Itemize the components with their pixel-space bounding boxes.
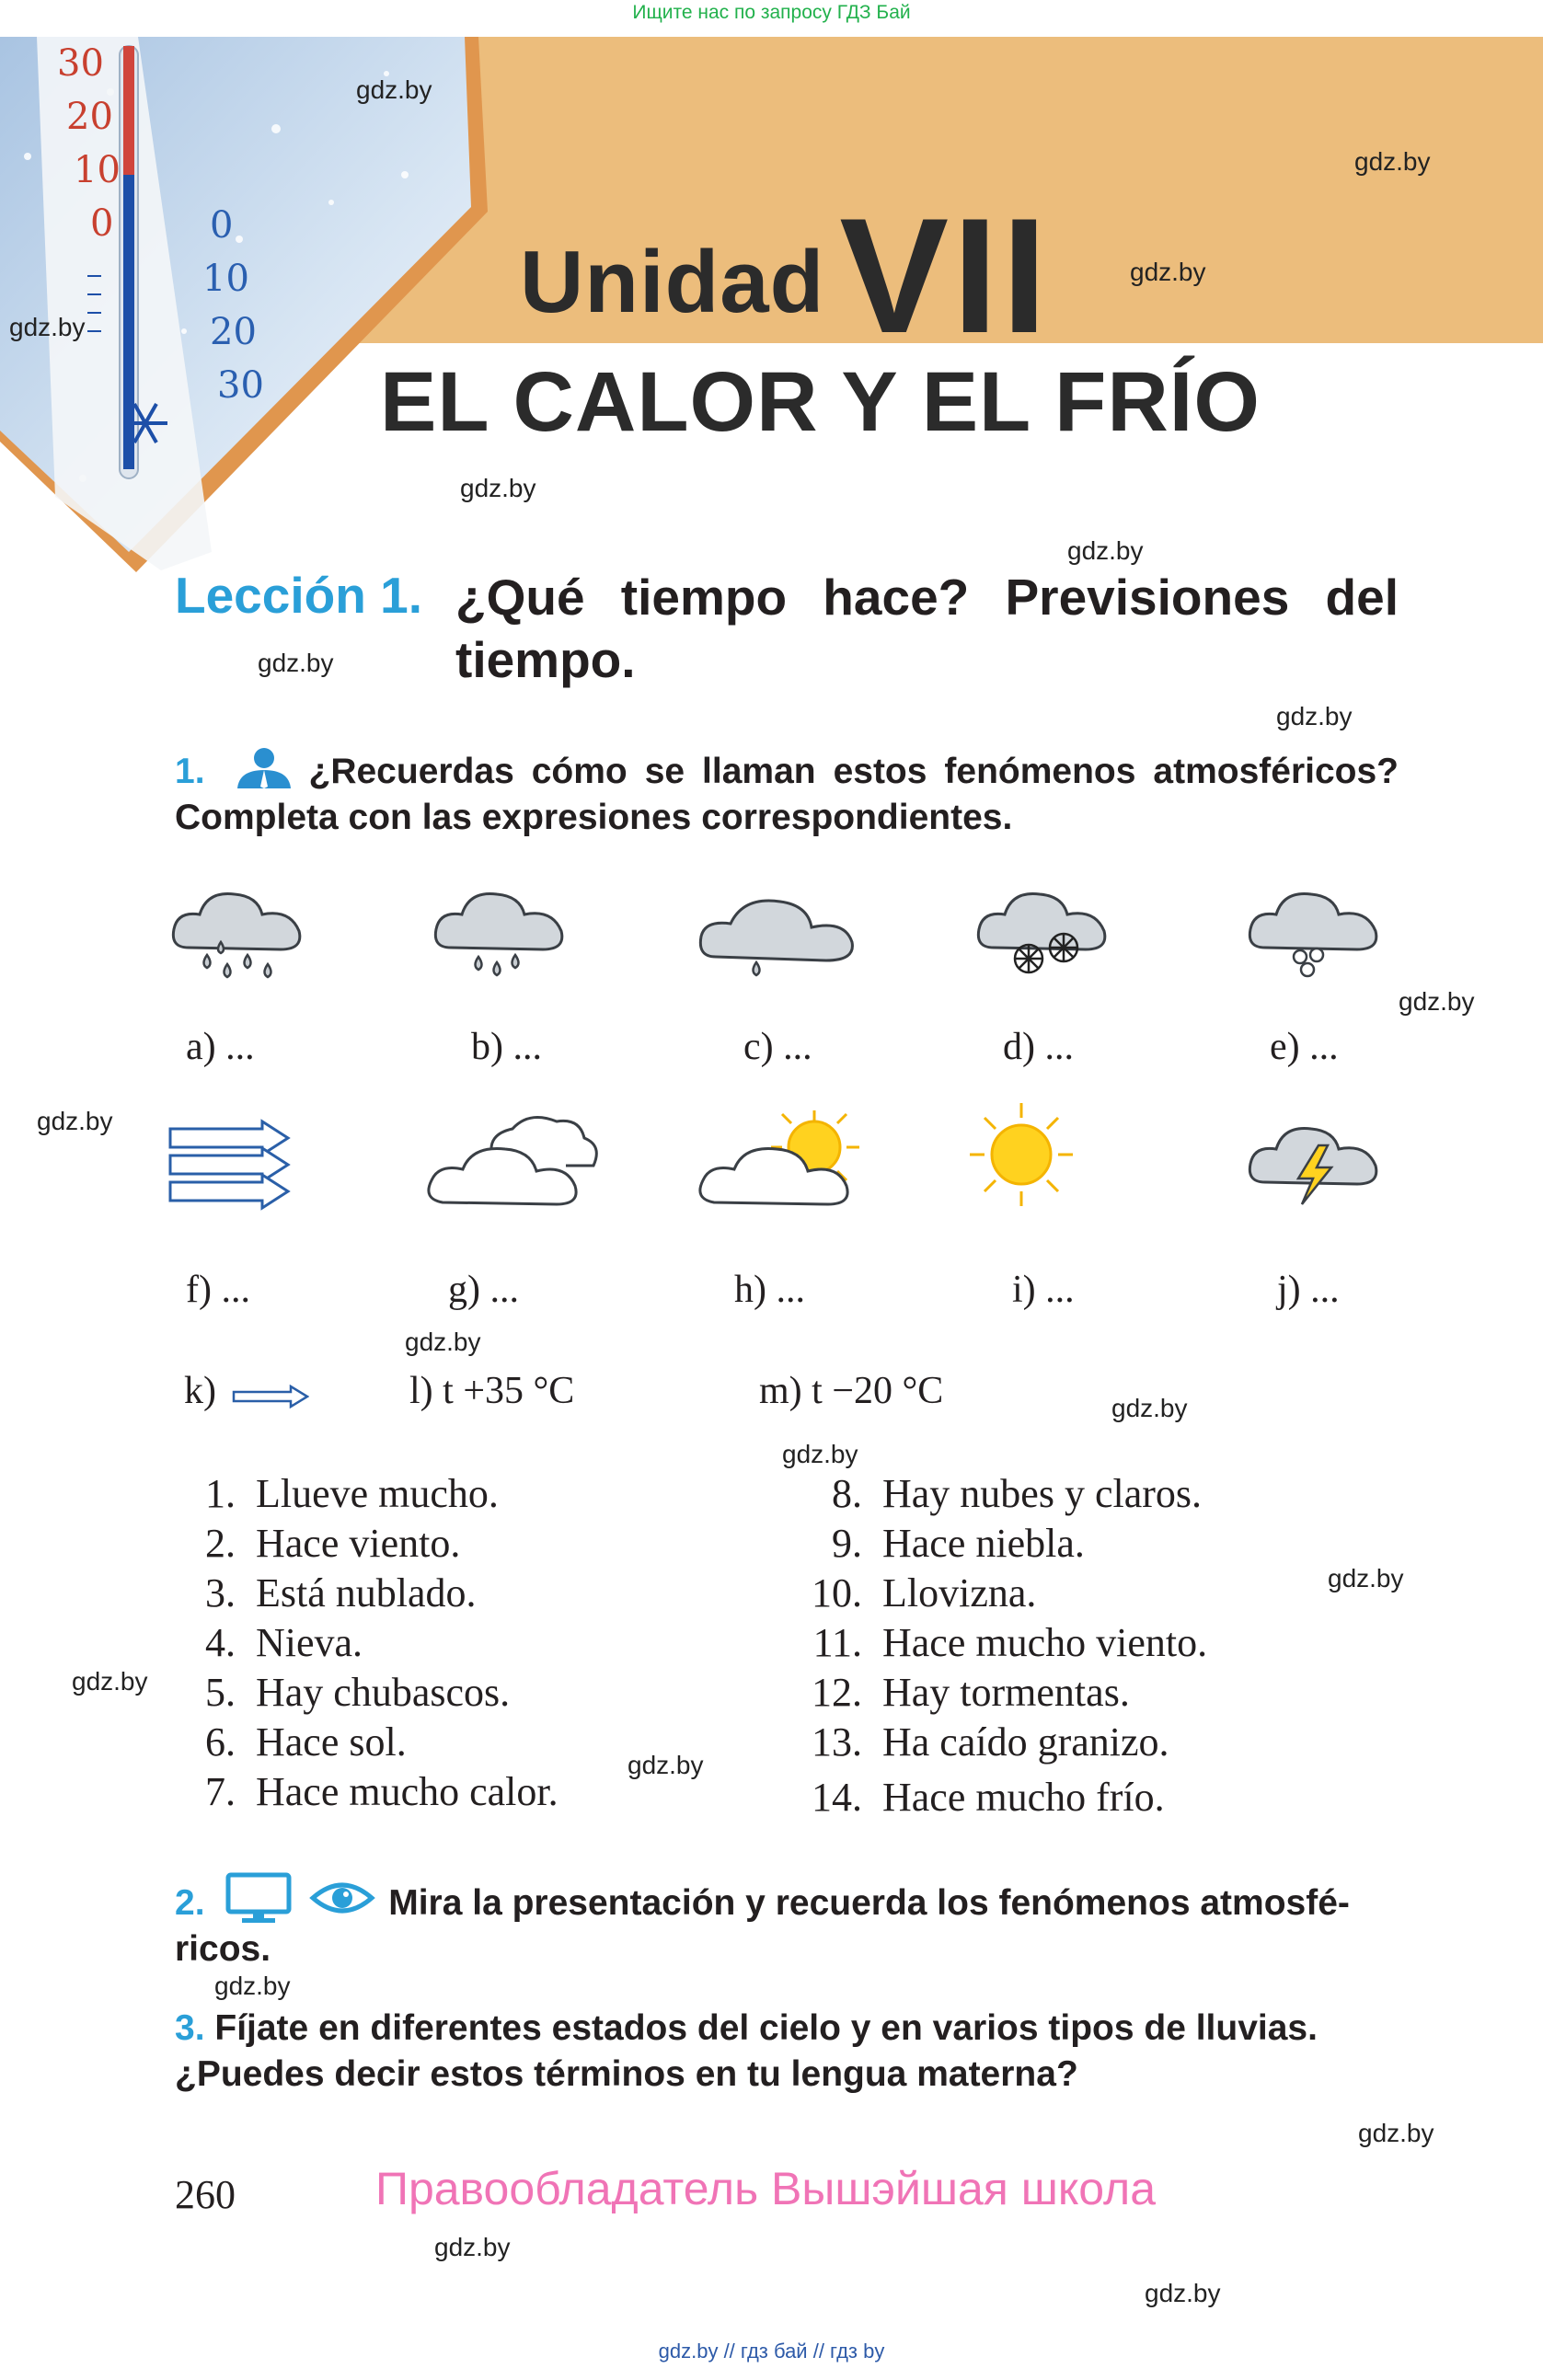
exercise-1-instruction bbox=[175, 746, 1399, 841]
person-icon bbox=[236, 746, 293, 788]
svg-text:30: 30 bbox=[217, 364, 264, 407]
exercise-3-text: Fíjate en diferentes estados del cielo y en varios tipos de lluvias. ¿Puedes decir estos términos en tu lengua materna? bbox=[175, 2008, 1318, 2094]
clouds-icon bbox=[429, 1118, 596, 1205]
watermark: gdz.by bbox=[1354, 147, 1431, 176]
watermark: gdz.by bbox=[460, 474, 536, 502]
item-g-label: g) ... bbox=[448, 1269, 519, 1311]
watermark: gdz.by bbox=[405, 1328, 481, 1356]
watermark: gdz.by bbox=[356, 75, 432, 104]
eye-icon bbox=[309, 1878, 375, 1918]
watermark: gdz.by bbox=[1145, 2279, 1221, 2307]
item-e-label: e) ... bbox=[1270, 1026, 1339, 1068]
list-item: 8. Hay nubes y claros. bbox=[832, 1471, 1203, 1516]
list-item: 12. Hay tormentas. bbox=[812, 1670, 1130, 1715]
list-item: 9. Hace niebla. bbox=[832, 1521, 1085, 1566]
cloud-hail-icon bbox=[1249, 893, 1376, 976]
exercise-2-line-2: ricos. bbox=[175, 1929, 271, 1969]
top-note: Ищите нас по запросу ГДЗ Бай bbox=[632, 2, 911, 23]
watermark: gdz.by bbox=[1130, 258, 1206, 286]
exercise-3 bbox=[175, 2006, 1408, 2098]
exercise-2-number: 2. bbox=[175, 1883, 205, 1923]
svg-text:0: 0 bbox=[210, 204, 234, 247]
cloud-snow-icon bbox=[978, 893, 1105, 972]
watermark: gdz.by bbox=[1111, 1394, 1188, 1422]
lesson-title: ¿Qué tiempo hace? Previsiones del tiempo. bbox=[455, 569, 1399, 688]
list-item: 4. Nieva. bbox=[205, 1620, 363, 1665]
svg-text:20: 20 bbox=[66, 96, 113, 138]
watermark: gdz.by bbox=[1399, 987, 1475, 1016]
list-item: 11. Hace mucho viento. bbox=[812, 1620, 1208, 1665]
item-l-label: l) t +35 °C bbox=[409, 1370, 575, 1412]
exercise-1-text: ¿Recuerdas cómo se llaman estos fenómenos atmosféricos? Completa con las expresiones correspondientes. bbox=[175, 752, 1399, 837]
item-d-label: d) ... bbox=[1003, 1026, 1074, 1068]
exercise-1-number: 1. bbox=[175, 752, 205, 791]
unit-heading bbox=[520, 161, 1051, 367]
watermark: gdz.by bbox=[214, 1972, 291, 2000]
cloud-heavy-rain-icon bbox=[173, 893, 299, 977]
cloud-rain-icon bbox=[435, 893, 561, 975]
lesson-number: Lección 1. bbox=[175, 567, 422, 624]
monitor-icon bbox=[225, 1872, 292, 1924]
watermark: gdz.by bbox=[628, 1751, 704, 1779]
cloud-drizzle-icon bbox=[700, 901, 852, 975]
svg-text:10: 10 bbox=[74, 149, 121, 191]
list-item: 7. Hace mucho calor. bbox=[205, 1769, 558, 1814]
svg-text:10: 10 bbox=[202, 258, 249, 300]
item-m-label: m) t −20 °C bbox=[759, 1370, 944, 1412]
watermark: gdz.by bbox=[37, 1107, 113, 1135]
svg-text:30: 30 bbox=[57, 42, 104, 85]
footer-links: gdz.by // гдз бай // гдз by bbox=[658, 2340, 885, 2363]
item-i-label: i) ... bbox=[1012, 1269, 1075, 1311]
item-c-label: c) ... bbox=[743, 1026, 812, 1068]
item-b-label: b) ... bbox=[471, 1026, 542, 1068]
list-item: 10. Llovizna. bbox=[812, 1570, 1037, 1615]
rights-holder: Правообладатель Вышэйшая школа bbox=[375, 2163, 1156, 2214]
list-item: 13. Ha caído granizo. bbox=[812, 1719, 1169, 1765]
exercise-2 bbox=[175, 1872, 1399, 1972]
item-k-label: k) bbox=[184, 1370, 216, 1412]
item-h-label: h) ... bbox=[734, 1269, 805, 1311]
svg-text:20: 20 bbox=[210, 311, 257, 353]
list-item: 1. Llueve mucho. bbox=[205, 1471, 499, 1516]
list-item: 14. Hace mucho frío. bbox=[812, 1775, 1165, 1820]
sun-behind-cloud-icon bbox=[700, 1110, 859, 1204]
strong-wind-icon bbox=[170, 1121, 288, 1208]
watermark: gdz.by bbox=[1358, 2119, 1434, 2147]
weather-icons-row-2 bbox=[166, 1099, 1417, 1219]
item-a-label: a) ... bbox=[186, 1026, 255, 1068]
exercise-2-line-1: Mira la presentación y recuerda los fenómenos atmosfé- bbox=[388, 1883, 1350, 1923]
sun-icon bbox=[970, 1103, 1073, 1206]
list-item: 3. Está nublado. bbox=[205, 1570, 477, 1615]
watermark: gdz.by bbox=[1067, 536, 1144, 565]
list-item: 2. Hace viento. bbox=[205, 1521, 461, 1566]
wind-arrow-icon bbox=[232, 1385, 309, 1408]
thunderstorm-icon bbox=[1249, 1128, 1376, 1204]
options-list-right bbox=[796, 1470, 1366, 1829]
page-number: 260 bbox=[175, 2172, 236, 2217]
watermark: gdz.by bbox=[1328, 1564, 1404, 1592]
svg-text:0: 0 bbox=[90, 202, 114, 245]
unit-number: VII bbox=[839, 184, 1051, 367]
watermark: gdz.by bbox=[1276, 702, 1353, 730]
watermark: gdz.by bbox=[9, 313, 86, 341]
item-j-label: j) ... bbox=[1277, 1269, 1340, 1311]
watermark: gdz.by bbox=[72, 1667, 148, 1696]
list-item: 6. Hace sol. bbox=[205, 1719, 407, 1765]
list-item: 5. Hay chubascos. bbox=[205, 1670, 511, 1715]
watermark: gdz.by bbox=[782, 1440, 858, 1468]
watermark: gdz.by bbox=[434, 2233, 511, 2261]
unit-word: Unidad bbox=[520, 233, 825, 331]
item-f-label: f) ... bbox=[186, 1269, 250, 1311]
unit-title: EL CALOR Y EL FRÍO bbox=[380, 355, 1261, 449]
watermark: gdz.by bbox=[258, 649, 334, 677]
weather-icons-row-1 bbox=[166, 874, 1417, 994]
exercise-3-number: 3. bbox=[175, 2008, 205, 2048]
